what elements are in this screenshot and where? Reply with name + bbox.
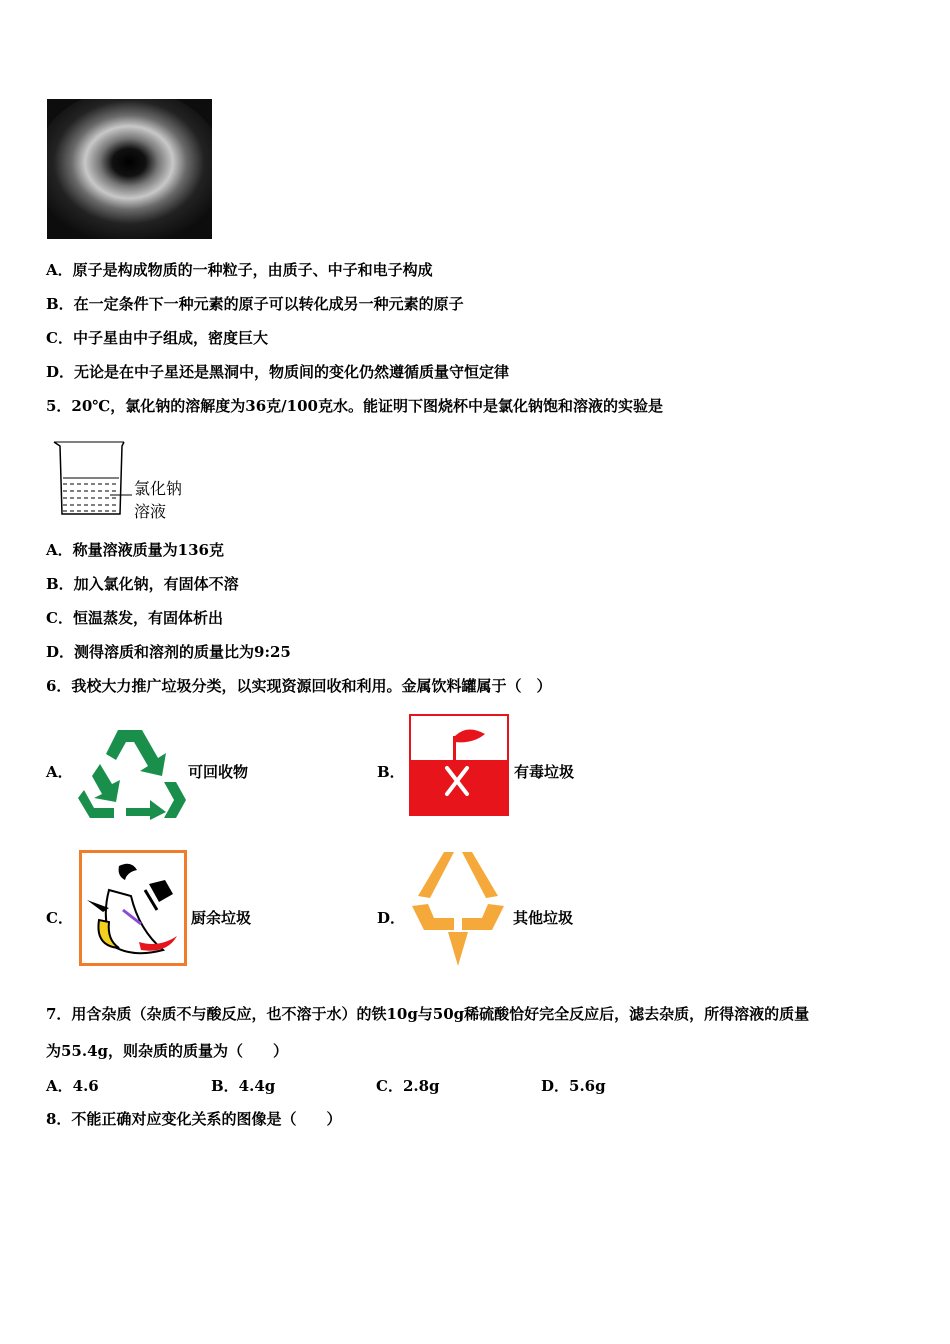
q6-option-c-letter: C． [46, 909, 73, 927]
q7-stem-line2: 为55.4g，则杂质的质量为（ ） [46, 1042, 289, 1060]
beaker-label-line2: 溶液 [134, 502, 167, 521]
q5-stem: 5．20℃，氯化钠的溶解度为36克/100克水。能证明下图烧杯中是氯化钠饱和溶液的实验是 [46, 397, 663, 415]
q6-option-a-letter: A． [46, 763, 73, 781]
q4-option-a: A．原子是构成物质的一种粒子，由质子、中子和电子构成 [46, 261, 433, 279]
q5-option-b: B．加入氯化钠，有固体不溶 [46, 575, 239, 593]
q7-option-d: D．5.6g [541, 1077, 606, 1095]
q7-option-c: C．2.8g [376, 1077, 440, 1095]
q4-option-c: C．中子星由中子组成，密度巨大 [46, 329, 268, 347]
q7-option-b: B．4.4g [211, 1077, 276, 1095]
q6-stem: 6．我校大力推广垃圾分类，以实现资源回收和利用。金属饮料罐属于（ ） [46, 677, 552, 695]
q7-option-a: A．4.6 [46, 1077, 99, 1095]
black-hole-image [47, 99, 212, 239]
beaker-label-line1: 氯化钠 [134, 479, 183, 498]
q6-option-c-label: 厨余垃圾 [191, 909, 252, 927]
toxic-waste-icon [409, 714, 509, 816]
q5-option-c: C．恒温蒸发，有固体析出 [46, 609, 223, 627]
q7-stem-line1: 7．用含杂质（杂质不与酸反应，也不溶于水）的铁10g与50g稀硫酸恰好完全反应后，滤去杂质，所得溶液的质量 [46, 1005, 810, 1023]
q6-option-b-label: 有毒垃圾 [514, 763, 575, 781]
other-waste-icon [408, 850, 508, 968]
q5-option-d: D．测得溶质和溶剂的质量比为9:25 [46, 643, 291, 661]
q6-option-d-label: 其他垃圾 [513, 909, 574, 927]
beaker-diagram [52, 438, 202, 524]
q5-option-a: A．称量溶液质量为136克 [46, 541, 224, 559]
q4-option-b: B．在一定条件下一种元素的原子可以转化成另一种元素的原子 [46, 295, 464, 313]
q6-option-a-label: 可回收物 [188, 763, 249, 781]
q4-option-d: D．无论是在中子星还是黑洞中，物质间的变化仍然遵循质量守恒定律 [46, 363, 510, 381]
q6-option-d-letter: D． [377, 909, 406, 927]
q6-option-b-letter: B． [377, 763, 405, 781]
q8-stem: 8．不能正确对应变化关系的图像是（ ） [46, 1110, 342, 1128]
recycle-icon [78, 724, 186, 820]
kitchen-waste-icon [79, 850, 187, 966]
